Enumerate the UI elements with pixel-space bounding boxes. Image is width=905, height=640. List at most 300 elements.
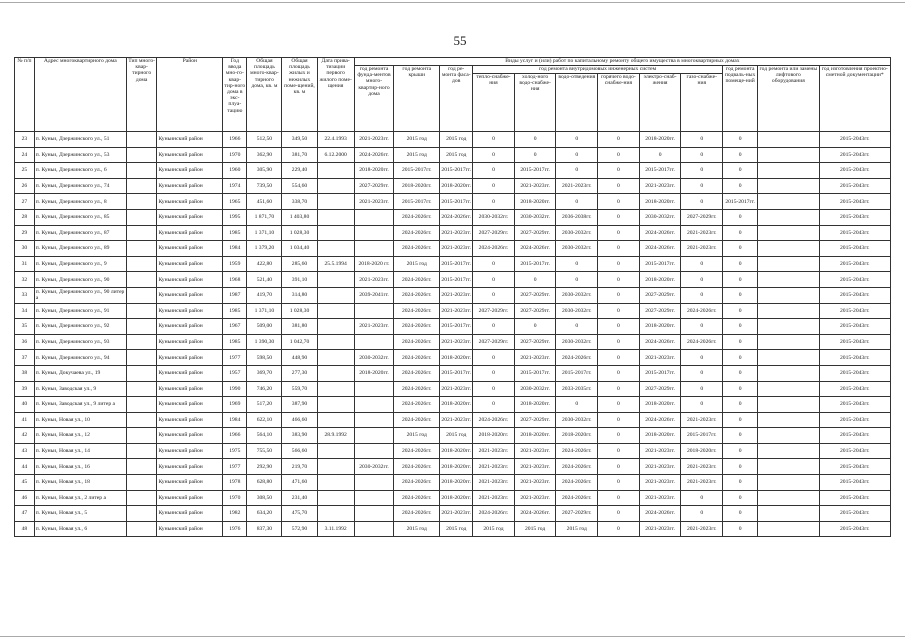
row-roof: 2024-2026гг. bbox=[394, 225, 440, 241]
row-type bbox=[126, 521, 157, 537]
row-basement: 0 bbox=[723, 209, 758, 225]
row-district: Куньинский район bbox=[157, 209, 223, 225]
row-roof: 2024-2026гг. bbox=[394, 209, 440, 225]
row-roof: 2024-2026гг. bbox=[394, 459, 440, 475]
row-elevator bbox=[758, 412, 819, 428]
row-year: 1975 bbox=[223, 443, 247, 459]
row-address: п. Куньи, Новая ул., 2 литер а bbox=[34, 490, 126, 506]
row-gas: 0 bbox=[681, 178, 723, 194]
row-facade: 2021-2023гг. bbox=[440, 381, 473, 397]
row-address: п. Куньи, Докучаева ул., 19 bbox=[34, 365, 126, 381]
row-basement: 0 bbox=[723, 287, 758, 303]
row-basement: 0 bbox=[723, 443, 758, 459]
row-heat: 2021-2023гг. bbox=[473, 459, 515, 475]
row-year: 1985 bbox=[223, 225, 247, 241]
row-address: п. Куньи, Дзержинского ул., 53 bbox=[34, 147, 126, 163]
row-district: Куньинский район bbox=[157, 319, 223, 335]
row-priv-date bbox=[317, 412, 354, 428]
row-hot-water: 0 bbox=[598, 459, 640, 475]
row-facade: 2015-2017гг. bbox=[440, 319, 473, 335]
row-basement: 0 bbox=[723, 490, 758, 506]
row-priv-date bbox=[317, 475, 354, 491]
row-heat: 2024-2026гг. bbox=[473, 506, 515, 522]
row-basement: 0 bbox=[723, 412, 758, 428]
row-elevator bbox=[758, 381, 819, 397]
header-electric: электро-снаб-жения bbox=[639, 74, 681, 132]
row-electric: 2018-2020гг. bbox=[639, 428, 681, 444]
row-living-area: 231,40 bbox=[282, 490, 317, 506]
row-sewer: 2036-2038гг. bbox=[556, 209, 598, 225]
row-foundation: 2039-2041гг. bbox=[354, 287, 393, 303]
row-total-area: 362,90 bbox=[247, 147, 282, 163]
row-sewer: 2024-2026гг. bbox=[556, 490, 598, 506]
row-type bbox=[126, 287, 157, 303]
header-facade: год ре-монта фаса-дов bbox=[440, 66, 473, 132]
row-foundation bbox=[354, 506, 393, 522]
row-roof: 2024-2026гг. bbox=[394, 412, 440, 428]
row-basement: 0 bbox=[723, 319, 758, 335]
row-roof: 2015-2017гг. bbox=[394, 194, 440, 210]
row-district: Куньинский район bbox=[157, 521, 223, 537]
row-heat: 0 bbox=[473, 147, 515, 163]
row-docs: 2015-2043гг. bbox=[819, 521, 890, 537]
row-type bbox=[126, 132, 157, 148]
row-foundation: 2030-2032гг. bbox=[354, 350, 393, 366]
row-number: 30 bbox=[15, 241, 35, 257]
table-row bbox=[15, 163, 891, 179]
row-heat: 0 bbox=[473, 365, 515, 381]
row-facade: 2021-2023гг. bbox=[440, 334, 473, 350]
row-elevator bbox=[758, 334, 819, 350]
row-cold-water: 2027-2029гг. bbox=[514, 334, 556, 350]
row-gas: 2021-2023гг. bbox=[681, 459, 723, 475]
row-heat: 0 bbox=[473, 132, 515, 148]
row-priv-date bbox=[317, 443, 354, 459]
row-electric: 2024-2026гг. bbox=[639, 412, 681, 428]
row-priv-date bbox=[317, 506, 354, 522]
row-facade: 2021-2023гг. bbox=[440, 303, 473, 319]
row-priv-date: 3.11.1992 bbox=[317, 521, 354, 537]
row-address: п. Куньи, Новая ул., 6 bbox=[34, 521, 126, 537]
row-type bbox=[126, 397, 157, 413]
row-basement: 0 bbox=[723, 506, 758, 522]
row-facade: 2018-2020гг. bbox=[440, 490, 473, 506]
row-type bbox=[126, 443, 157, 459]
row-living-area: 219,70 bbox=[282, 459, 317, 475]
row-sewer: 2015 год bbox=[556, 521, 598, 537]
row-year: 1985 bbox=[223, 334, 247, 350]
row-gas: 0 bbox=[681, 381, 723, 397]
row-gas: 2018-2020гг. bbox=[681, 443, 723, 459]
row-total-area: 746,20 bbox=[247, 381, 282, 397]
row-living-area: 229,40 bbox=[282, 163, 317, 179]
row-type bbox=[126, 147, 157, 163]
row-heat: 0 bbox=[473, 256, 515, 272]
row-hot-water: 0 bbox=[598, 132, 640, 148]
row-district: Куньинский район bbox=[157, 475, 223, 491]
row-docs: 2015-2043гг. bbox=[819, 350, 890, 366]
row-sewer: 2021-2023гг. bbox=[556, 178, 598, 194]
row-docs: 2015-2043гг. bbox=[819, 209, 890, 225]
row-cold-water: 2027-2029гг. bbox=[514, 287, 556, 303]
row-address: п. Куньи, Дзержинского ул., 6 bbox=[34, 163, 126, 179]
row-gas: 0 bbox=[681, 397, 723, 413]
row-basement: 0 bbox=[723, 272, 758, 288]
row-basement: 2015-2017гг. bbox=[723, 194, 758, 210]
row-priv-date bbox=[317, 194, 354, 210]
row-foundation: 2024-2026гг. bbox=[354, 147, 393, 163]
row-total-area: 369,70 bbox=[247, 365, 282, 381]
row-elevator bbox=[758, 303, 819, 319]
row-facade: 2018-2020гг. bbox=[440, 397, 473, 413]
table-row bbox=[15, 194, 891, 210]
row-year: 1959 bbox=[223, 256, 247, 272]
row-sewer: 2024-2026гг. bbox=[556, 459, 598, 475]
row-priv-date bbox=[317, 381, 354, 397]
row-docs: 2015-2043гг. bbox=[819, 303, 890, 319]
row-hot-water: 0 bbox=[598, 163, 640, 179]
row-facade: 2021-2023гг. bbox=[440, 412, 473, 428]
row-docs: 2015-2043гг. bbox=[819, 132, 890, 148]
row-heat: 2021-2023гг. bbox=[473, 490, 515, 506]
table-row bbox=[15, 178, 891, 194]
row-sewer: 0 bbox=[556, 256, 598, 272]
row-district: Куньинский район bbox=[157, 241, 223, 257]
row-year: 1970 bbox=[223, 490, 247, 506]
row-number: 27 bbox=[15, 194, 35, 210]
row-number: 42 bbox=[15, 428, 35, 444]
row-docs: 2015-2043гг. bbox=[819, 334, 890, 350]
row-sewer: 0 bbox=[556, 147, 598, 163]
header-total-area: Общая площадь много-квар-тирного дома, кв. м bbox=[247, 58, 282, 132]
row-heat: 0 bbox=[473, 350, 515, 366]
row-cold-water: 2015 год bbox=[514, 521, 556, 537]
row-roof: 2024-2026гг. bbox=[394, 381, 440, 397]
row-total-area: 837,30 bbox=[247, 521, 282, 537]
row-total-area: 1 871,70 bbox=[247, 209, 282, 225]
row-facade: 2018-2020гг. bbox=[440, 475, 473, 491]
row-number: 32 bbox=[15, 272, 35, 288]
row-gas: 2021-2023гг. bbox=[681, 412, 723, 428]
row-hot-water: 0 bbox=[598, 521, 640, 537]
row-roof: 2024-2026гг. bbox=[394, 350, 440, 366]
row-elevator bbox=[758, 475, 819, 491]
row-elevator bbox=[758, 163, 819, 179]
row-total-area: 1 379,20 bbox=[247, 241, 282, 257]
row-district: Куньинский район bbox=[157, 334, 223, 350]
row-heat: 2024-2026гг. bbox=[473, 412, 515, 428]
row-address: п. Куньи, Дзержинского ул., 89 bbox=[34, 241, 126, 257]
row-cold-water: 2021-2023гг. bbox=[514, 443, 556, 459]
table-row bbox=[15, 225, 891, 241]
row-roof: 2015 год bbox=[394, 428, 440, 444]
page-number: 55 bbox=[453, 33, 467, 48]
row-hot-water: 0 bbox=[598, 319, 640, 335]
row-sewer: 2024-2026гг. bbox=[556, 350, 598, 366]
row-electric: 2027-2029гг. bbox=[639, 303, 681, 319]
row-hot-water: 0 bbox=[598, 506, 640, 522]
row-year: 1968 bbox=[223, 272, 247, 288]
row-year: 1987 bbox=[223, 287, 247, 303]
row-foundation bbox=[354, 475, 393, 491]
row-docs: 2015-2043гг. bbox=[819, 319, 890, 335]
row-year: 1995 bbox=[223, 209, 247, 225]
row-facade: 2015-2017гг. bbox=[440, 256, 473, 272]
row-elevator bbox=[758, 225, 819, 241]
row-sewer: 2030-2032гг. bbox=[556, 287, 598, 303]
row-roof: 2015 год bbox=[394, 521, 440, 537]
row-living-area: 277,30 bbox=[282, 365, 317, 381]
row-heat: 0 bbox=[473, 194, 515, 210]
row-living-area: 314,80 bbox=[282, 287, 317, 303]
row-elevator bbox=[758, 443, 819, 459]
row-hot-water: 0 bbox=[598, 225, 640, 241]
row-electric: 2018-2020гг. bbox=[639, 272, 681, 288]
row-elevator bbox=[758, 521, 819, 537]
row-sewer: 0 bbox=[556, 397, 598, 413]
row-number: 23 bbox=[15, 132, 35, 148]
row-district: Куньинский район bbox=[157, 350, 223, 366]
row-electric: 2015-2017гг. bbox=[639, 256, 681, 272]
row-type bbox=[126, 381, 157, 397]
row-address: п. Куньи, Дзержинского ул., 51 bbox=[34, 132, 126, 148]
table-row bbox=[15, 365, 891, 381]
row-district: Куньинский район bbox=[157, 194, 223, 210]
row-number: 47 bbox=[15, 506, 35, 522]
row-cold-water: 2021-2023гг. bbox=[514, 490, 556, 506]
row-total-area: 634,20 bbox=[247, 506, 282, 522]
row-electric: 2027-2029гг. bbox=[639, 381, 681, 397]
row-hot-water: 0 bbox=[598, 209, 640, 225]
row-type bbox=[126, 319, 157, 335]
row-gas: 2024-2026гг. bbox=[681, 303, 723, 319]
table-row bbox=[15, 521, 891, 537]
row-elevator bbox=[758, 256, 819, 272]
row-cold-water: 2021-2023гг. bbox=[514, 459, 556, 475]
row-living-area: 349,50 bbox=[282, 132, 317, 148]
table-row bbox=[15, 412, 891, 428]
row-type bbox=[126, 272, 157, 288]
row-electric: 2021-2023гг. bbox=[639, 350, 681, 366]
row-sewer: 2015-2017гг. bbox=[556, 365, 598, 381]
row-priv-date bbox=[317, 490, 354, 506]
row-docs: 2015-2043гг. bbox=[819, 287, 890, 303]
row-priv-date bbox=[317, 303, 354, 319]
row-hot-water: 0 bbox=[598, 365, 640, 381]
row-heat: 2018-2020гг. bbox=[473, 428, 515, 444]
row-hot-water: 0 bbox=[598, 397, 640, 413]
row-living-area: 466,60 bbox=[282, 412, 317, 428]
row-address: п. Куньи, Дзержинского ул., 85 bbox=[34, 209, 126, 225]
row-year: 1966 bbox=[223, 428, 247, 444]
table-row bbox=[15, 506, 891, 522]
row-number: 45 bbox=[15, 475, 35, 491]
table-row bbox=[15, 459, 891, 475]
row-living-area: 559,70 bbox=[282, 381, 317, 397]
row-address: п. Куньи, Дзержинского ул., 8 bbox=[34, 194, 126, 210]
row-electric: 2021-2023гг. bbox=[639, 178, 681, 194]
row-living-area: 381,80 bbox=[282, 319, 317, 335]
header-gas: газо-снабже-ния bbox=[681, 74, 723, 132]
row-number: 43 bbox=[15, 443, 35, 459]
row-foundation bbox=[354, 225, 393, 241]
row-heat: 2030-2032гг. bbox=[473, 209, 515, 225]
row-basement: 0 bbox=[723, 459, 758, 475]
row-foundation bbox=[354, 381, 393, 397]
row-year: 1957 bbox=[223, 365, 247, 381]
row-priv-date bbox=[317, 163, 354, 179]
row-type bbox=[126, 334, 157, 350]
row-year: 1960 bbox=[223, 163, 247, 179]
row-living-area: 381,70 bbox=[282, 147, 317, 163]
row-roof: 2018-2020гг. bbox=[394, 178, 440, 194]
row-roof: 2024-2026гг. bbox=[394, 443, 440, 459]
row-cold-water: 2021-2023гг. bbox=[514, 178, 556, 194]
row-facade: 2015 год bbox=[440, 521, 473, 537]
row-foundation bbox=[354, 412, 393, 428]
row-elevator bbox=[758, 459, 819, 475]
row-elevator bbox=[758, 178, 819, 194]
row-foundation bbox=[354, 397, 393, 413]
row-address: п. Куньи, Дзержинского ул., 92 bbox=[34, 319, 126, 335]
scan-edge-top bbox=[0, 2, 905, 3]
table-row bbox=[15, 303, 891, 319]
row-electric: 2024-2026гг. bbox=[639, 506, 681, 522]
row-address: п. Куньи, Дзержинского ул., 90 bbox=[34, 272, 126, 288]
row-priv-date bbox=[317, 350, 354, 366]
row-electric: 2021-2023гг. bbox=[639, 475, 681, 491]
row-foundation bbox=[354, 490, 393, 506]
row-number: 37 bbox=[15, 350, 35, 366]
row-elevator bbox=[758, 194, 819, 210]
table-row bbox=[15, 428, 891, 444]
row-sewer: 0 bbox=[556, 319, 598, 335]
row-gas: 0 bbox=[681, 350, 723, 366]
row-facade: 2021-2023гг. bbox=[440, 241, 473, 257]
row-living-area: 387,90 bbox=[282, 397, 317, 413]
row-year: 1985 bbox=[223, 303, 247, 319]
row-hot-water: 0 bbox=[598, 350, 640, 366]
row-electric: 2021-2023гг. bbox=[639, 521, 681, 537]
header-docs: год изготовления проектно-сметной документации* bbox=[819, 66, 890, 132]
row-gas: 0 bbox=[681, 272, 723, 288]
table-row bbox=[15, 475, 891, 491]
row-facade: 2015-2017гг. bbox=[440, 163, 473, 179]
row-cold-water: 0 bbox=[514, 272, 556, 288]
row-hot-water: 0 bbox=[598, 178, 640, 194]
row-electric: 2018-2020гг. bbox=[639, 397, 681, 413]
row-cold-water: 0 bbox=[514, 147, 556, 163]
row-roof: 2024-2026гг. bbox=[394, 287, 440, 303]
row-district: Куньинский район bbox=[157, 256, 223, 272]
row-address: п. Куньи, Дзержинского ул., 9 bbox=[34, 256, 126, 272]
row-docs: 2015-2043гг. bbox=[819, 475, 890, 491]
row-electric: 2024-2026гг. bbox=[639, 241, 681, 257]
row-cold-water: 2024-2026гг. bbox=[514, 506, 556, 522]
header-heat: тепло-снабже-ния bbox=[473, 74, 515, 132]
row-facade: 2018-2020гг. bbox=[440, 350, 473, 366]
row-elevator bbox=[758, 397, 819, 413]
table-row bbox=[15, 147, 891, 163]
row-electric: 0 bbox=[639, 147, 681, 163]
row-gas: 0 bbox=[681, 490, 723, 506]
row-gas: 2024-2026гг. bbox=[681, 334, 723, 350]
row-number: 35 bbox=[15, 319, 35, 335]
row-sewer: 2024-2026гг. bbox=[556, 475, 598, 491]
row-hot-water: 0 bbox=[598, 303, 640, 319]
row-priv-date: 25.5.1994 bbox=[317, 256, 354, 272]
row-foundation: 2018-2020 гг. bbox=[354, 256, 393, 272]
row-number: 25 bbox=[15, 163, 35, 179]
row-foundation: 2030-2032гг. bbox=[354, 459, 393, 475]
row-cold-water: 2027-2029гг. bbox=[514, 412, 556, 428]
row-number: 41 bbox=[15, 412, 35, 428]
row-year: 1984 bbox=[223, 412, 247, 428]
row-roof: 2024-2026гг. bbox=[394, 272, 440, 288]
row-number: 40 bbox=[15, 397, 35, 413]
row-district: Куньинский район bbox=[157, 506, 223, 522]
row-year: 1982 bbox=[223, 506, 247, 522]
row-type bbox=[126, 256, 157, 272]
row-cold-water: 2018-2020гг. bbox=[514, 428, 556, 444]
header-services-group: Виды услуг и (или) работ по капитальному ремонту общего имущества в многоквартирных домах bbox=[354, 58, 890, 66]
row-electric: 2021-2023гг. bbox=[639, 459, 681, 475]
row-roof: 2015 год bbox=[394, 132, 440, 148]
row-living-area: 475,70 bbox=[282, 506, 317, 522]
row-cold-water: 2021-2023гг. bbox=[514, 350, 556, 366]
row-address: п. Куньи, Заводская ул., 9 bbox=[34, 381, 126, 397]
row-total-area: 517,20 bbox=[247, 397, 282, 413]
row-foundation: 2021-2023гг. bbox=[354, 319, 393, 335]
row-number: 26 bbox=[15, 178, 35, 194]
row-number: 28 bbox=[15, 209, 35, 225]
row-facade: 2018-2020гг. bbox=[440, 443, 473, 459]
row-priv-date: 22.4.1993 bbox=[317, 132, 354, 148]
row-docs: 2015-2043гг. bbox=[819, 194, 890, 210]
row-priv-date bbox=[317, 287, 354, 303]
row-total-area: 622,10 bbox=[247, 412, 282, 428]
row-district: Куньинский район bbox=[157, 225, 223, 241]
row-priv-date: 28.9.1992 bbox=[317, 428, 354, 444]
row-district: Куньинский район bbox=[157, 287, 223, 303]
row-gas: 2021-2023гг. bbox=[681, 475, 723, 491]
row-total-area: 509,00 bbox=[247, 319, 282, 335]
row-living-area: 572,90 bbox=[282, 521, 317, 537]
header-year: Год ввода мно-го-квар-тир-ного дома в экс-плуа-тацию bbox=[223, 58, 247, 132]
row-type bbox=[126, 506, 157, 522]
row-address: п. Куньи, Новая ул., 16 bbox=[34, 459, 126, 475]
row-year: 1969 bbox=[223, 397, 247, 413]
row-foundation bbox=[354, 428, 393, 444]
row-year: 1965 bbox=[223, 194, 247, 210]
row-cold-water: 2027-2029гг. bbox=[514, 225, 556, 241]
row-total-area: 512,50 bbox=[247, 132, 282, 148]
row-elevator bbox=[758, 287, 819, 303]
row-heat: 2027-2029гг. bbox=[473, 303, 515, 319]
row-heat: 2027-2029гг. bbox=[473, 225, 515, 241]
row-roof: 2024-2026гг. bbox=[394, 241, 440, 257]
row-total-area: 755,50 bbox=[247, 443, 282, 459]
row-type bbox=[126, 412, 157, 428]
row-foundation: 2021-2023гг. bbox=[354, 194, 393, 210]
row-gas: 0 bbox=[681, 506, 723, 522]
row-gas: 0 bbox=[681, 319, 723, 335]
header-basement: год ремонта подваль-ных помеще-ний bbox=[723, 66, 758, 132]
row-living-area: 285,60 bbox=[282, 256, 317, 272]
row-elevator bbox=[758, 241, 819, 257]
row-priv-date bbox=[317, 225, 354, 241]
row-basement: 0 bbox=[723, 163, 758, 179]
